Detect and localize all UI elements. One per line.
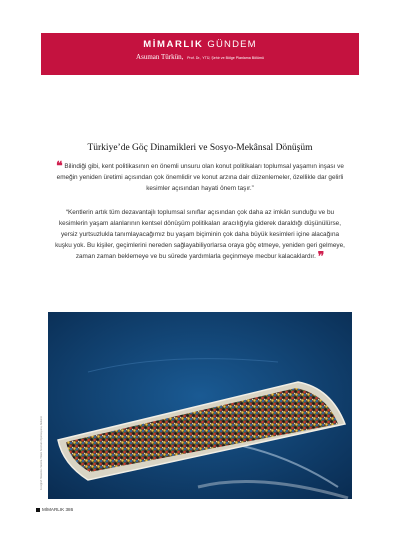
migrant-boat-photo (48, 312, 352, 499)
photo-credit-text: Fotoğraf: Massimo Sestini / Mare Nostrum Operasyonu, Akdeniz (40, 416, 43, 490)
section-brand: MİMARLIK (143, 39, 204, 50)
author-affiliation: Prof. Dr., YTÜ, Şehir ve Bölge Planlama Bölümü (187, 56, 264, 60)
section-header-band (41, 33, 359, 75)
footer-square-icon (36, 508, 40, 512)
page-footer (36, 507, 73, 512)
article-title: Türkiye’de Göç Dinamikleri ve Sosyo-Mekânsal Dönüşüm (87, 143, 313, 153)
pull-quote-2 (54, 208, 346, 263)
quote-close-icon: ❞ (317, 248, 325, 263)
section-name: GÜNDEM (207, 39, 257, 50)
photo-credit (38, 330, 44, 490)
quote-open-icon: ❝ (56, 159, 63, 173)
migrant-boat-photo-image (48, 312, 352, 499)
pull-quote-2-text: “Kentlerin artık tüm dezavantajlı toplumsal sınıflar açısından çok daha az imkân sunduğu ve bu kesimlerin yaşam alanlarının kentsel dönüşüm politikaları aracılığıyla giderek daraldığı düşünülürse, yersiz yurtsuzlukla tanımlayacağımız bu yaşam biçiminin çok daha büyük kesimleri içine alacağına kuşku yok. Bu kişiler, geçimlerini nereden sağlayabiliyorlarsa oraya göç etmeye, yeniden geri gelmeye, zaman zaman beklemeye ve bu sürede yardımlarla geçinmeye mecbur kalacaklardır. (55, 209, 345, 260)
pull-quote-1-text: Bilindiği gibi, kent politikasının en önemli unsuru olan konut politikaları toplumsal yaşamın inşası ve emeğin yeniden üretimi açısından çok önemlidir ve konut arzına dair düzenlemeler, özellikle dar gelirli kesimler açısından hayati önem taşır.” (56, 163, 344, 192)
author-byline (41, 53, 359, 61)
pull-quote-1 (54, 159, 346, 195)
footer-page-label: MİMARLIK 386 (42, 507, 74, 512)
section-title (41, 39, 359, 50)
author-name: Asuman Türkün, (136, 53, 184, 61)
